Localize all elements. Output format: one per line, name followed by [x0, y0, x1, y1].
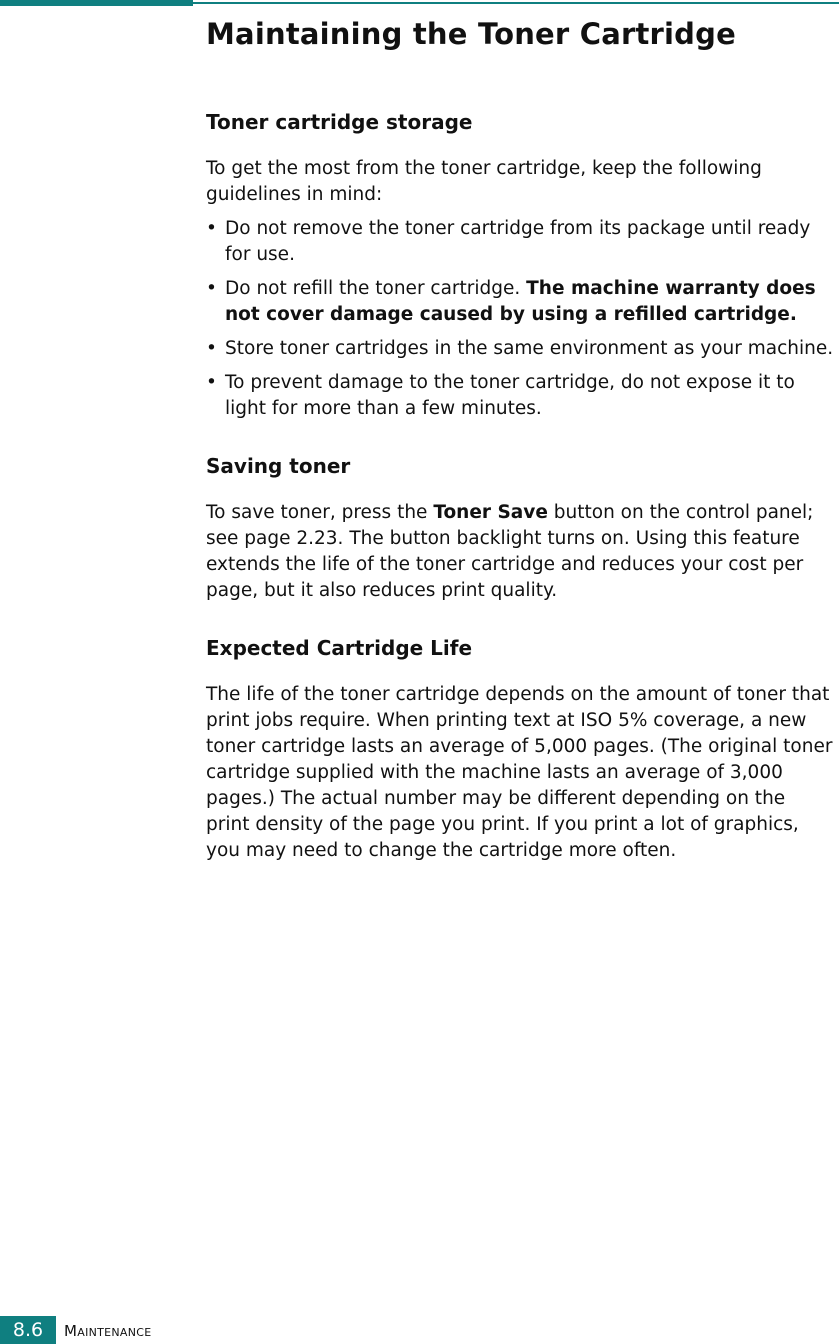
saving-heading: Saving toner [206, 454, 351, 478]
list-item [206, 216, 834, 268]
list-item [206, 276, 834, 328]
warranty-warning: The machine warranty does not cover damage caused by using a refilled cartridge. [225, 278, 816, 325]
saving-text-after: button on the control panel; see page 2.23. The button backlight turns on. Using this feature extends the life of the toner cartridge and reduces your cost per page, but it also reduces print quality. [206, 502, 814, 601]
bullet-text: Store toner cartridges in the same environment as your machine. [225, 338, 834, 359]
bullet-icon: • [206, 338, 217, 359]
page-number: 8.6 [0, 1316, 56, 1344]
bullet-text: To prevent damage to the toner cartridge, do not expose it to light for more than a few minutes. [225, 372, 795, 419]
page-content [206, 14, 834, 864]
toner-save-button-name: Toner Save [433, 502, 548, 523]
bullet-icon: • [206, 218, 217, 239]
bullet-text: Do not refill the toner cartridge. [225, 278, 527, 299]
storage-guidelines-list [206, 216, 834, 422]
page-title: Maintaining the Toner Cartridge [206, 17, 736, 51]
bullet-icon: • [206, 278, 217, 299]
header-accent-bar [0, 0, 193, 6]
list-item [206, 370, 834, 422]
bullet-text: Do not remove the toner cartridge from its package until ready for use. [225, 218, 811, 265]
saving-text-before: To save toner, press the [206, 502, 434, 523]
life-body: The life of the toner cartridge depends on the amount of toner that print jobs require. When printing text at ISO 5% coverage, a new toner cartridge lasts an average of 5,000 pages. (The original toner cartridge supplied with the machine lasts an average of 3,000 pages.) The actual number may be different depending on the print density of the page you print. If you print a lot of graphics, you may need to change the cartridge more often. [206, 684, 833, 861]
saving-body [206, 500, 834, 604]
bullet-icon: • [206, 372, 217, 393]
list-item [206, 336, 834, 362]
chapter-label: Maintenance [64, 1322, 152, 1340]
storage-heading: Toner cartridge storage [206, 110, 473, 134]
life-heading: Expected Cartridge Life [206, 636, 473, 660]
storage-intro: To get the most from the toner cartridge, keep the following guidelines in mind: [206, 158, 762, 205]
header-rule [193, 2, 839, 4]
